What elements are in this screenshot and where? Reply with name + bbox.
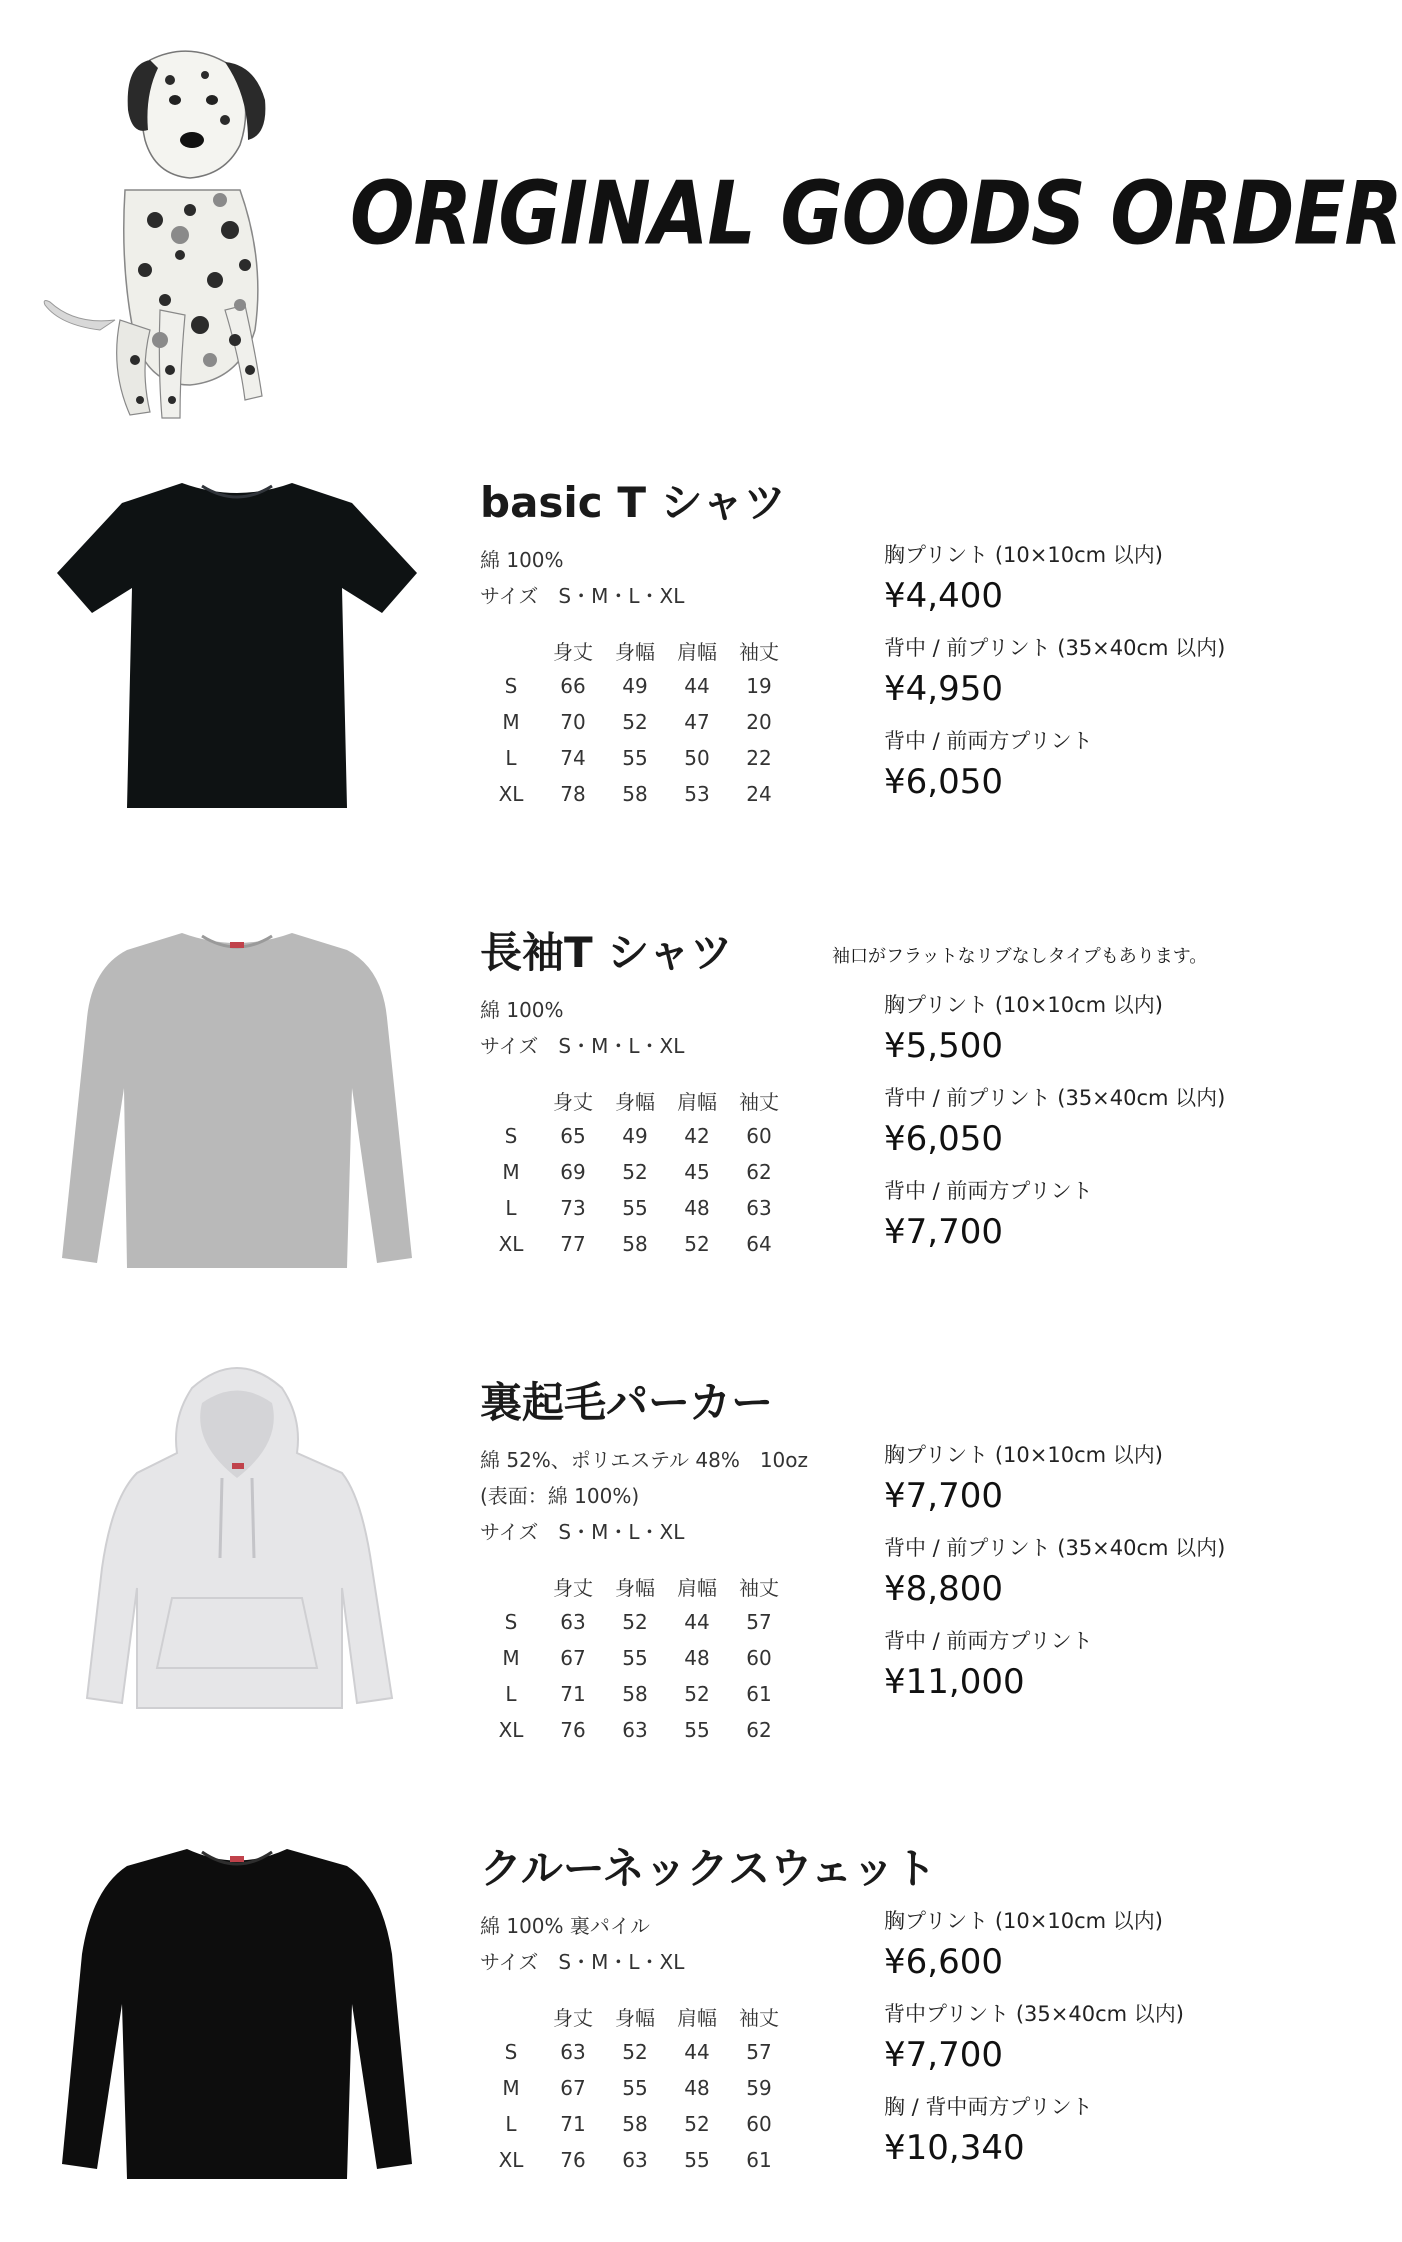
table-row xyxy=(480,1712,790,1748)
value-cell: 53 xyxy=(684,782,710,806)
size-table-header xyxy=(480,1568,790,1604)
table-row xyxy=(480,668,790,704)
table-row xyxy=(480,1676,790,1712)
col-header-shoulder: 肩幅 xyxy=(677,1575,717,1600)
value-cell: 57 xyxy=(746,1610,772,1634)
value-cell: 52 xyxy=(684,1232,710,1256)
value-cell: 55 xyxy=(622,746,648,770)
spec-material: 綿 100% 裏パイル xyxy=(480,1914,650,1938)
col-header-length: 身丈 xyxy=(553,1089,593,1114)
spec-material: 綿 100% xyxy=(480,548,564,572)
size-cell: M xyxy=(502,710,520,734)
value-cell: 66 xyxy=(560,674,586,698)
size-cell: L xyxy=(505,746,517,770)
value-cell: 76 xyxy=(560,2148,586,2172)
value-cell: 61 xyxy=(746,2148,772,2172)
table-row xyxy=(480,740,790,776)
value-cell: 60 xyxy=(746,1124,772,1148)
price-label: 背中 / 前両方プリント xyxy=(884,1179,1093,1203)
blank-header-cell xyxy=(480,632,542,668)
value-cell: 58 xyxy=(622,1682,648,1706)
value-cell: 52 xyxy=(622,1160,648,1184)
value-cell: 63 xyxy=(622,1718,648,1742)
size-cell: XL xyxy=(498,1232,524,1256)
table-row xyxy=(480,2034,790,2070)
price-list xyxy=(884,1440,1264,1719)
product-name: 裏起毛パーカー xyxy=(480,1378,774,1427)
value-cell: 63 xyxy=(560,1610,586,1634)
size-cell: XL xyxy=(498,2148,524,2172)
table-row xyxy=(480,1604,790,1640)
blank-header-cell xyxy=(480,1568,542,1604)
price-label: 胸プリント (10×10cm 以内) xyxy=(884,543,1163,567)
value-cell: 55 xyxy=(622,2076,648,2100)
product-name: basic T シャツ xyxy=(480,478,786,527)
col-header-length: 身丈 xyxy=(553,1575,593,1600)
value-cell: 63 xyxy=(746,1196,772,1220)
price-value: ¥4,950 xyxy=(884,669,1003,709)
price-value: ¥10,340 xyxy=(884,2128,1025,2168)
col-header-sleeve: 袖丈 xyxy=(739,1575,779,1600)
value-cell: 58 xyxy=(622,1232,648,1256)
tshirt-icon xyxy=(52,478,422,828)
product-note: 袖口がフラットなリブなしタイプもあります。 xyxy=(832,946,1208,967)
size-table-header xyxy=(480,632,790,668)
price-label: 背中 / 前プリント (35×40cm 以内) xyxy=(884,1536,1226,1560)
value-cell: 24 xyxy=(746,782,772,806)
value-cell: 52 xyxy=(622,2040,648,2064)
col-header-width: 身幅 xyxy=(615,2005,655,2030)
value-cell: 60 xyxy=(746,2112,772,2136)
value-cell: 49 xyxy=(622,1124,648,1148)
table-row xyxy=(480,2106,790,2142)
spec-sizes: サイズ S・M・L・XL xyxy=(480,584,685,608)
col-header-sleeve: 袖丈 xyxy=(739,1089,779,1114)
price-value: ¥8,800 xyxy=(884,1569,1003,1609)
value-cell: 60 xyxy=(746,1646,772,1670)
table-row xyxy=(480,1226,790,1262)
size-cell: L xyxy=(505,2112,517,2136)
size-cell: XL xyxy=(498,782,524,806)
price-value: ¥6,050 xyxy=(884,1119,1003,1159)
page-title: ORIGINAL GOODS ORDER xyxy=(350,161,1402,265)
table-row xyxy=(480,776,790,812)
value-cell: 44 xyxy=(684,674,710,698)
value-cell: 70 xyxy=(560,710,586,734)
product-name: クルーネックスウェット xyxy=(480,1844,937,1893)
dalmatian-icon xyxy=(40,40,290,430)
value-cell: 50 xyxy=(684,746,710,770)
size-cell: L xyxy=(505,1196,517,1220)
value-cell: 71 xyxy=(560,1682,586,1706)
value-cell: 52 xyxy=(622,710,648,734)
value-cell: 48 xyxy=(684,1646,710,1670)
size-cell: M xyxy=(502,1646,520,1670)
value-cell: 62 xyxy=(746,1160,772,1184)
value-cell: 73 xyxy=(560,1196,586,1220)
value-cell: 64 xyxy=(746,1232,772,1256)
price-label: 胸プリント (10×10cm 以内) xyxy=(884,993,1163,1017)
price-value: ¥4,400 xyxy=(884,576,1003,616)
table-row xyxy=(480,1640,790,1676)
value-cell: 58 xyxy=(622,2112,648,2136)
value-cell: 55 xyxy=(622,1646,648,1670)
table-row xyxy=(480,2070,790,2106)
col-header-width: 身幅 xyxy=(615,1575,655,1600)
value-cell: 67 xyxy=(560,2076,586,2100)
price-label: 背中 / 前両方プリント xyxy=(884,729,1093,753)
value-cell: 63 xyxy=(560,2040,586,2064)
price-label: 背中 / 前両方プリント xyxy=(884,1629,1093,1653)
value-cell: 44 xyxy=(684,2040,710,2064)
table-row xyxy=(480,1154,790,1190)
blank-header-cell xyxy=(480,1082,542,1118)
value-cell: 55 xyxy=(684,1718,710,1742)
price-value: ¥6,600 xyxy=(884,1942,1003,1982)
value-cell: 74 xyxy=(560,746,586,770)
value-cell: 58 xyxy=(622,782,648,806)
spec-sizes: サイズ S・M・L・XL xyxy=(480,1034,685,1058)
table-row xyxy=(480,704,790,740)
price-value: ¥7,700 xyxy=(884,1476,1003,1516)
value-cell: 48 xyxy=(684,2076,710,2100)
table-row xyxy=(480,1190,790,1226)
spec-sizes: サイズ S・M・L・XL xyxy=(480,1950,685,1974)
size-table xyxy=(480,1082,790,1262)
price-label: 背中プリント (35×40cm 以内) xyxy=(884,2002,1184,2026)
col-header-shoulder: 肩幅 xyxy=(677,2005,717,2030)
value-cell: 76 xyxy=(560,1718,586,1742)
value-cell: 69 xyxy=(560,1160,586,1184)
price-label: 胸 / 背中両方プリント xyxy=(884,2095,1093,2119)
price-label: 胸プリント (10×10cm 以内) xyxy=(884,1909,1163,1933)
table-row xyxy=(480,2142,790,2178)
value-cell: 62 xyxy=(746,1718,772,1742)
col-header-sleeve: 袖丈 xyxy=(739,639,779,664)
size-table-header xyxy=(480,1082,790,1118)
size-cell: S xyxy=(504,674,518,698)
product-name: 長袖T シャツ xyxy=(480,928,733,977)
spec-surface: (表面：綿 100%) xyxy=(480,1484,640,1508)
size-cell: M xyxy=(502,1160,520,1184)
value-cell: 19 xyxy=(746,674,772,698)
price-label: 背中 / 前プリント (35×40cm 以内) xyxy=(884,636,1226,660)
size-cell: S xyxy=(504,1124,518,1148)
value-cell: 45 xyxy=(684,1160,710,1184)
price-list xyxy=(884,990,1264,1269)
price-label: 背中 / 前プリント (35×40cm 以内) xyxy=(884,1086,1226,1110)
price-value: ¥7,700 xyxy=(884,2035,1003,2075)
value-cell: 52 xyxy=(684,1682,710,1706)
value-cell: 77 xyxy=(560,1232,586,1256)
price-value: ¥5,500 xyxy=(884,1026,1003,1066)
size-cell: S xyxy=(504,2040,518,2064)
price-value: ¥7,700 xyxy=(884,1212,1003,1252)
col-header-shoulder: 肩幅 xyxy=(677,639,717,664)
size-table xyxy=(480,1568,790,1748)
size-cell: M xyxy=(502,2076,520,2100)
value-cell: 49 xyxy=(622,674,648,698)
value-cell: 63 xyxy=(622,2148,648,2172)
price-value: ¥11,000 xyxy=(884,1662,1025,1702)
value-cell: 55 xyxy=(684,2148,710,2172)
value-cell: 22 xyxy=(746,746,772,770)
col-header-sleeve: 袖丈 xyxy=(739,2005,779,2030)
price-label: 胸プリント (10×10cm 以内) xyxy=(884,1443,1163,1467)
size-table xyxy=(480,1998,790,2178)
spec-material: 綿 52%、ポリエステル 48% 10oz xyxy=(480,1448,809,1472)
size-cell: S xyxy=(504,1610,518,1634)
col-header-length: 身丈 xyxy=(553,639,593,664)
spec-sizes: サイズ S・M・L・XL xyxy=(480,1520,685,1544)
size-cell: XL xyxy=(498,1718,524,1742)
value-cell: 59 xyxy=(746,2076,772,2100)
price-value: ¥6,050 xyxy=(884,762,1003,802)
value-cell: 47 xyxy=(684,710,710,734)
col-header-shoulder: 肩幅 xyxy=(677,1089,717,1114)
value-cell: 57 xyxy=(746,2040,772,2064)
value-cell: 48 xyxy=(684,1196,710,1220)
col-header-length: 身丈 xyxy=(553,2005,593,2030)
crewneck-sweatshirt-icon xyxy=(52,1844,422,2194)
value-cell: 42 xyxy=(684,1124,710,1148)
long-sleeve-tshirt-icon xyxy=(52,928,422,1278)
value-cell: 20 xyxy=(746,710,772,734)
value-cell: 61 xyxy=(746,1682,772,1706)
value-cell: 67 xyxy=(560,1646,586,1670)
value-cell: 65 xyxy=(560,1124,586,1148)
col-header-width: 身幅 xyxy=(615,1089,655,1114)
size-cell: L xyxy=(505,1682,517,1706)
col-header-width: 身幅 xyxy=(615,639,655,664)
value-cell: 78 xyxy=(560,782,586,806)
price-list xyxy=(884,540,1264,819)
price-list xyxy=(884,1906,1264,2185)
table-row xyxy=(480,1118,790,1154)
blank-header-cell xyxy=(480,1998,542,2034)
size-table-header xyxy=(480,1998,790,2034)
value-cell: 52 xyxy=(684,2112,710,2136)
hoodie-icon xyxy=(52,1358,422,1708)
value-cell: 52 xyxy=(622,1610,648,1634)
value-cell: 71 xyxy=(560,2112,586,2136)
value-cell: 44 xyxy=(684,1610,710,1634)
size-table xyxy=(480,632,790,812)
value-cell: 55 xyxy=(622,1196,648,1220)
spec-material: 綿 100% xyxy=(480,998,564,1022)
